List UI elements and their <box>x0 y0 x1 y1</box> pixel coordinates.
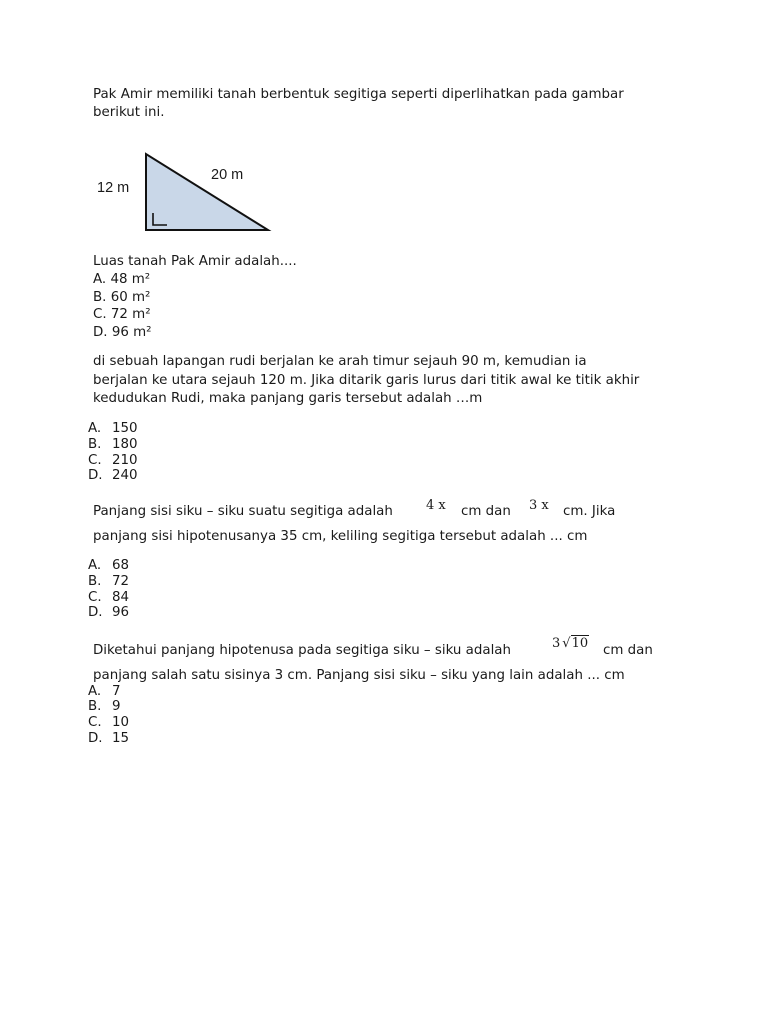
option-text: 10 <box>112 715 130 730</box>
q1-question: Luas tanah Pak Amir adalah.... <box>93 254 297 269</box>
triangle-shape <box>146 154 268 230</box>
option-text: 68 <box>112 558 130 573</box>
q1-option-b: B. 60 m² <box>93 290 151 305</box>
q3-line1-b: cm dan <box>461 504 511 519</box>
option-text: 240 <box>112 468 138 483</box>
q1-intro-line1: Pak Amir memiliki tanah berbentuk segitiga seperti diperlihatkan pada gambar <box>93 87 624 102</box>
q3-line1-c: cm. Jika <box>563 504 616 519</box>
option-letter: C. <box>88 590 102 605</box>
q4-option-c <box>88 714 129 731</box>
hypotenuse-label: 20 m <box>211 167 244 183</box>
q1-intro-line2: berikut ini. <box>93 105 165 120</box>
q3-line1-a: Panjang sisi siku – siku suatu segitiga adalah <box>93 504 393 519</box>
q4-math-sqrt <box>552 635 589 652</box>
option-letter: A. <box>88 558 102 573</box>
option-letter: B. <box>88 699 102 714</box>
triangle-figure <box>0 0 300 240</box>
q2-option-a <box>88 420 138 437</box>
q4-option-b <box>88 698 121 715</box>
option-letter: D. <box>88 468 103 483</box>
option-letter: C. <box>88 453 102 468</box>
option-letter: D. <box>88 605 103 620</box>
side-length-label: 12 m <box>97 180 130 196</box>
q4-option-d <box>88 730 129 747</box>
option-letter: A. <box>88 421 102 436</box>
option-text: 9 <box>112 699 121 714</box>
sqrt-sign: √ <box>562 636 571 651</box>
q2-line2: berjalan ke utara sejauh 120 m. Jika ditarik garis lurus dari titik awal ke titik akhir <box>93 373 640 388</box>
q3-math-4x: 4 x <box>426 498 446 513</box>
q2-option-d <box>88 467 138 484</box>
option-letter: B. <box>88 437 102 452</box>
q2-line1: di sebuah lapangan rudi berjalan ke arah timur sejauh 90 m, kemudian ia <box>93 354 587 369</box>
q3-line2: panjang sisi hipotenusanya 35 cm, keliling segitiga tersebut adalah ... cm <box>93 529 588 544</box>
q2-line3: kedudukan Rudi, maka panjang garis tersebut adalah …m <box>93 391 483 406</box>
q4-line1-b: cm dan <box>603 643 653 658</box>
q3-option-a <box>88 557 129 574</box>
option-text: 7 <box>112 684 121 699</box>
sqrt-radicand: 10 <box>571 636 589 651</box>
q1-option-c: C. 72 m² <box>93 307 151 322</box>
q4-line2: panjang salah satu sisinya 3 cm. Panjang sisi siku – siku yang lain adalah ... cm <box>93 668 625 683</box>
option-text: 180 <box>112 437 138 452</box>
q3-option-b <box>88 573 129 590</box>
option-letter: B. <box>88 574 102 589</box>
option-text: 15 <box>112 731 130 746</box>
sqrt-coefficient: 3 <box>552 636 561 651</box>
option-text: 84 <box>112 590 130 605</box>
option-letter: C. <box>88 715 102 730</box>
option-text: 96 <box>112 605 130 620</box>
option-letter: A. <box>88 684 102 699</box>
q4-line1-a: Diketahui panjang hipotenusa pada segitiga siku – siku adalah <box>93 643 511 658</box>
q3-option-d <box>88 604 129 621</box>
q2-option-b <box>88 436 138 453</box>
option-text: 150 <box>112 421 138 436</box>
q3-math-3x: 3 x <box>529 498 549 513</box>
option-text: 210 <box>112 453 138 468</box>
q1-option-a: A. 48 m² <box>93 272 151 287</box>
option-text: 72 <box>112 574 130 589</box>
option-letter: D. <box>88 731 103 746</box>
q1-option-d: D. 96 m² <box>93 325 152 340</box>
